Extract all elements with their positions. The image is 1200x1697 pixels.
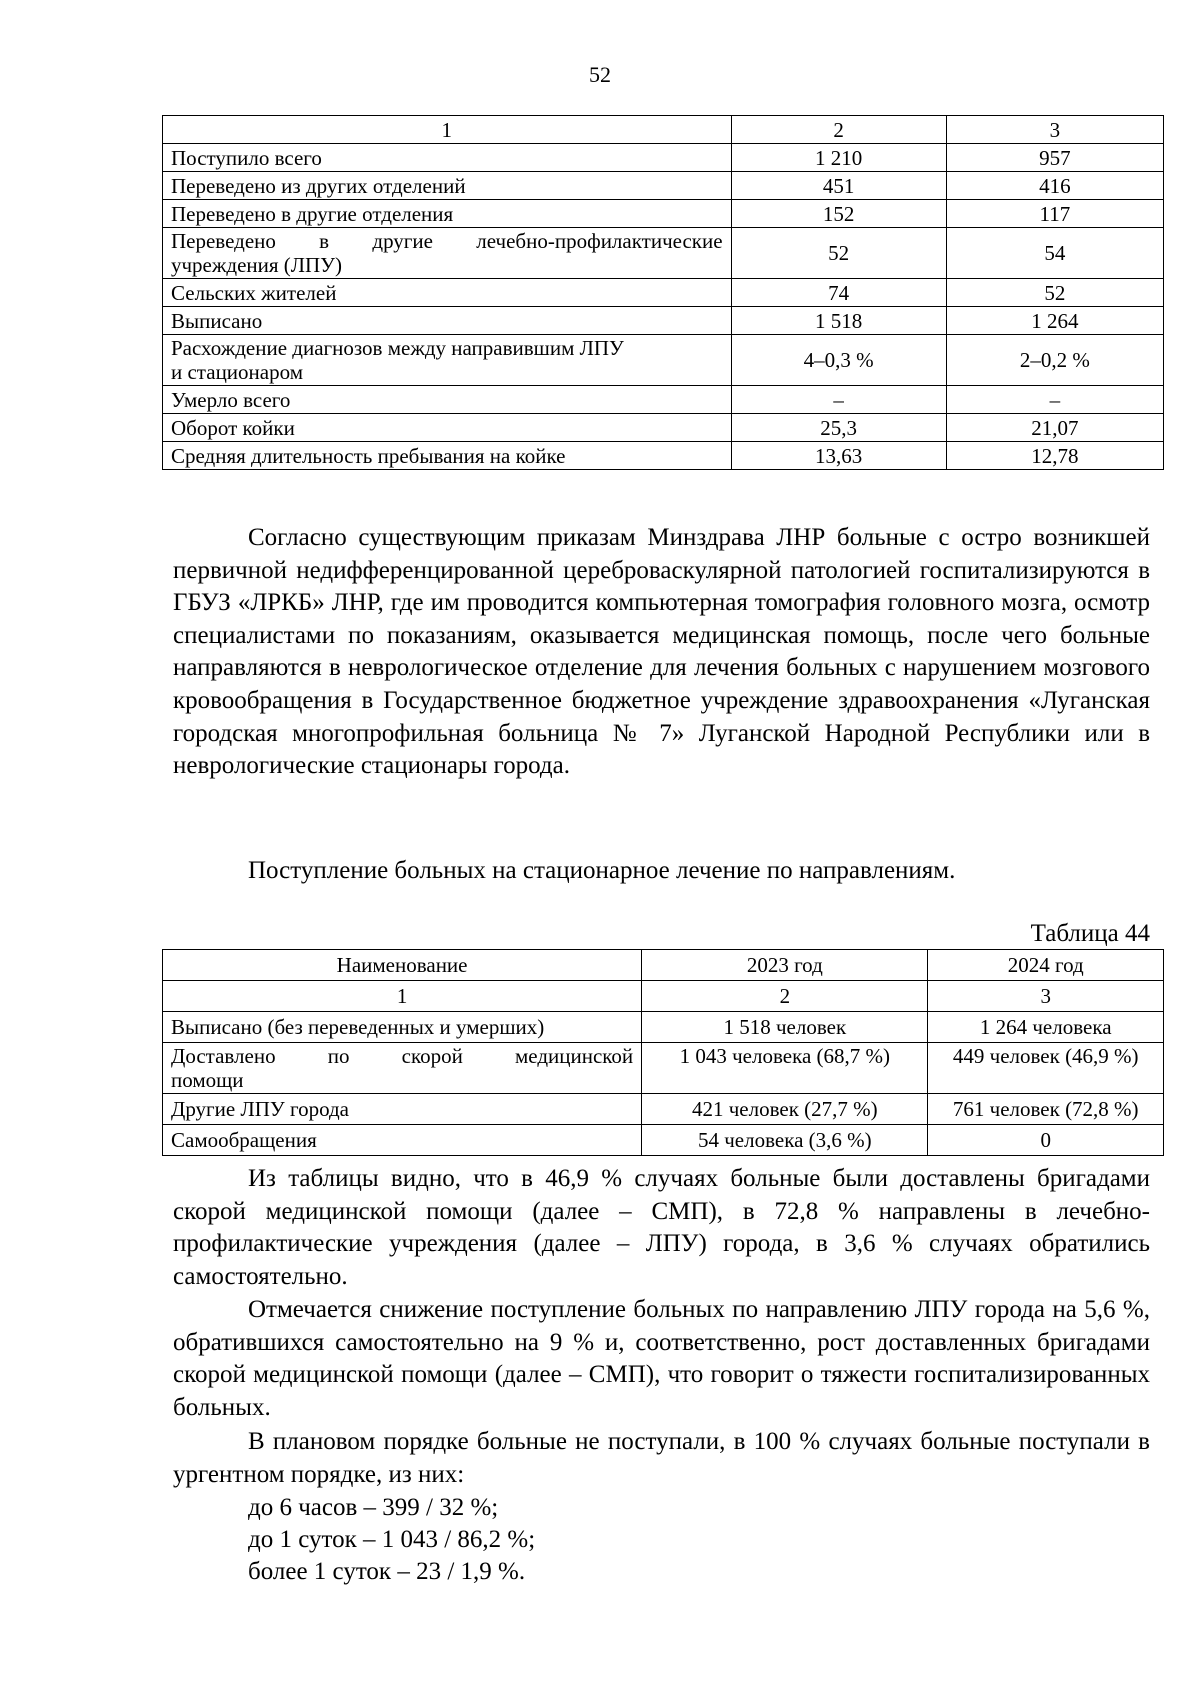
cell-value: 1 264 человека	[928, 1012, 1164, 1043]
row-label-line: и стационаром	[171, 360, 303, 384]
table-row	[163, 442, 1164, 470]
table-row	[163, 279, 1164, 307]
table-row	[163, 386, 1164, 414]
table-row	[163, 414, 1164, 442]
cell-value: 54 человека (3,6 %)	[642, 1125, 928, 1156]
cell-value: 52	[731, 228, 946, 279]
row-label-line: учреждения (ЛПУ)	[171, 253, 343, 277]
table-row	[163, 307, 1164, 335]
column-number: 3	[946, 116, 1163, 144]
cell-value: 25,3	[731, 414, 946, 442]
row-label-line: Доставлено по скорой медицинской	[171, 1044, 634, 1068]
table-row	[163, 172, 1164, 200]
table-row	[163, 1125, 1164, 1156]
table-row	[163, 200, 1164, 228]
row-label-line: помощи	[171, 1068, 244, 1092]
column-number: 3	[928, 981, 1164, 1012]
cell-value: 957	[946, 144, 1163, 172]
row-label	[163, 1043, 642, 1094]
body-paragraph: Отмечается снижение поступление больных по направлению ЛПУ города на 5,6 %, обратившихся самостоятельно на 9 % и, соответственно, рост доставленных бригадами скорой медицинской помощи (далее – СМП), что говорит о тяжести госпитализированных больных.	[173, 1296, 1150, 1421]
column-number: 1	[163, 116, 732, 144]
column-header: 2023 год	[642, 950, 928, 981]
cell-value: 12,78	[946, 442, 1163, 470]
row-label: Оборот койки	[163, 414, 732, 442]
list-item: до 1 суток – 1 043 / 86,2 %;	[248, 1526, 536, 1553]
list-item: более 1 суток – 23 / 1,9 %.	[248, 1558, 526, 1585]
cell-value: 0	[928, 1125, 1164, 1156]
cell-value: 117	[946, 200, 1163, 228]
page-number: 52	[589, 62, 611, 87]
table-row	[163, 1094, 1164, 1125]
cell-value: 21,07	[946, 414, 1163, 442]
row-label: Сельских жителей	[163, 279, 732, 307]
row-label: Другие ЛПУ города	[163, 1094, 642, 1125]
row-label: Умерло всего	[163, 386, 732, 414]
table-row	[163, 335, 1164, 386]
cell-value: 421 человек (27,7 %)	[642, 1094, 928, 1125]
row-label: Средняя длительность пребывания на койке	[163, 442, 732, 470]
row-label: Переведено в другие отделения	[163, 200, 732, 228]
body-paragraph: Из таблицы видно, что в 46,9 % случаях больные были доставлены бригадами скорой медицинской помощи (далее – СМП), в 72,8 % направлены в лечебно-профилактические учреждения (далее – ЛПУ) города, в 3,6 % случаях обратились самостоятельно.	[173, 1165, 1150, 1290]
table-numbering-row	[163, 981, 1164, 1012]
row-label: Поступило всего	[163, 144, 732, 172]
table-row	[163, 228, 1164, 279]
cell-value: 451	[731, 172, 946, 200]
cell-value: 1 518 человек	[642, 1012, 928, 1043]
row-label-line: Расхождение диагнозов между направившим ЛПУ	[171, 336, 624, 360]
column-header: Наименование	[163, 950, 642, 981]
cell-value: 13,63	[731, 442, 946, 470]
admissions-by-referral-table	[162, 949, 1164, 1156]
cell-value: 54	[946, 228, 1163, 279]
table-header-row	[163, 116, 1164, 144]
cell-value: –	[731, 386, 946, 414]
row-label: Переведено из других отделений	[163, 172, 732, 200]
column-number: 2	[642, 981, 928, 1012]
cell-value: –	[946, 386, 1163, 414]
cell-value: 449 человек (46,9 %)	[928, 1043, 1164, 1094]
table-caption: Таблица 44	[1030, 920, 1150, 947]
table-row	[163, 1012, 1164, 1043]
cell-value: 1 518	[731, 307, 946, 335]
row-label-line: Переведено в другие лечебно-профилактические	[171, 229, 723, 253]
row-label: Выписано (без переведенных и умерших)	[163, 1012, 642, 1043]
body-paragraph: Согласно существующим приказам Минздрава ЛНР больные с остро возникшей первичной недифференцированной цереброваскулярной патологией госпитализируются в ГБУЗ «ЛРКБ» ЛНР, где им проводится компьютерная томография головного мозга, осмотр специалистами по показаниям, оказывается медицинская помощь, после чего больные направляются в неврологическое отделение для лечения больных с нарушением мозгового кровообращения в Государственное бюджетное учреждение здравоохранения «Луганская городская многопрофильная больница № 7» Луганской Народной Республики или в неврологические стационары города.	[173, 524, 1150, 780]
column-number: 1	[163, 981, 642, 1012]
row-label: Самообращения	[163, 1125, 642, 1156]
cell-value: 4–0,3 %	[731, 335, 946, 386]
list-item: до 6 часов – 399 / 32 %;	[248, 1494, 499, 1521]
cell-value: 2–0,2 %	[946, 335, 1163, 386]
column-number: 2	[731, 116, 946, 144]
cell-value: 1 043 человека (68,7 %)	[642, 1043, 928, 1094]
row-label	[163, 335, 732, 386]
row-label: Выписано	[163, 307, 732, 335]
cell-value: 1 210	[731, 144, 946, 172]
cell-value: 52	[946, 279, 1163, 307]
column-header: 2024 год	[928, 950, 1164, 981]
cell-value: 416	[946, 172, 1163, 200]
table-header-row	[163, 950, 1164, 981]
cell-value: 761 человек (72,8 %)	[928, 1094, 1164, 1125]
cell-value: 74	[731, 279, 946, 307]
table-row	[163, 144, 1164, 172]
cell-value: 1 264	[946, 307, 1163, 335]
cell-value: 152	[731, 200, 946, 228]
table-row	[163, 1043, 1164, 1094]
row-label	[163, 228, 732, 279]
discharge-statistics-table	[162, 115, 1164, 470]
section-heading: Поступление больных на стационарное лечение по направлениям.	[248, 857, 956, 884]
body-paragraph: В плановом порядке больные не поступали, в 100 % случаях больные поступали в ургентном порядке, из них:	[173, 1428, 1150, 1488]
